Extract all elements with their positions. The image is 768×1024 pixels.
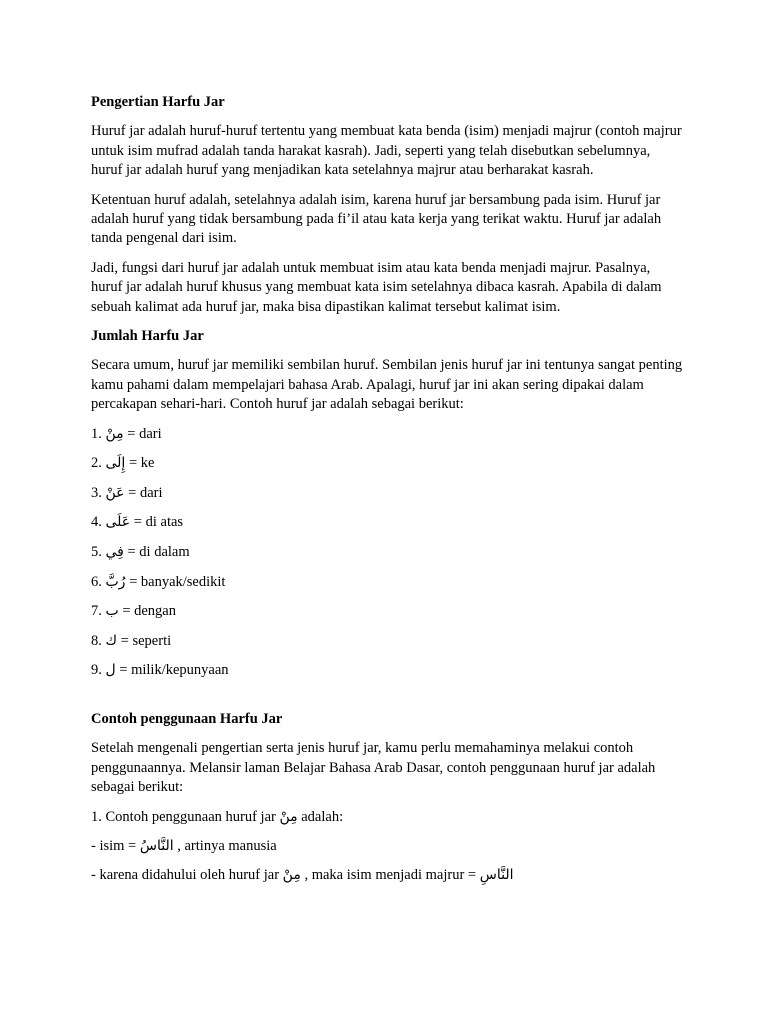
arabic-word: مِنْ (282, 867, 301, 884)
document-page (91, 93, 683, 896)
arabic-word: ب (105, 603, 119, 620)
arabic-word: عَنْ (105, 484, 125, 501)
list-item: 6. رُبَّ = banyak/sedikit (91, 573, 226, 590)
list-item: 2. إِلَى = ke (91, 455, 155, 472)
arabic-word: فِي (105, 544, 124, 561)
paragraph-pengertian-2: Ketentuan huruf adalah, setelahnya adalah isim, karena huruf jar bersambung pada isim. Huruf jar adalah huruf yang tidak bersambung pada fi’il atau kata kerja yang terikat waktu. Huruf jar adalah tanda pengenal dari isim. (91, 191, 662, 247)
list-item: 8. ك = seperti (91, 632, 172, 649)
list-item: 1. مِنْ = dari (91, 425, 162, 442)
arabic-word: مِنْ (105, 425, 124, 442)
example-line-1: 1. Contoh penggunaan huruf jar مِنْ adalah: (91, 808, 344, 825)
arabic-word: ل (105, 662, 116, 679)
arabic-word: رُبَّ (105, 573, 126, 590)
paragraph-contoh-1: Setelah mengenali pengertian serta jenis huruf jar, kamu perlu memahaminya melakui contoh penggunaannya. Melansir laman Belajar Bahasa Arab Dasar, contoh penggunaan huruf jar adalah sebagai berikut: (91, 740, 656, 796)
example-line-2: - isim = النَّاسُ , artinya manusia (91, 838, 277, 855)
paragraph-pengertian-1: Huruf jar adalah huruf-huruf tertentu yang membuat kata benda (isim) menjadi majrur (contoh majrur untuk isim mufrad adalah tanda harakat kasrah). Jadi, seperti yang telah disebutkan sebelumnya, huruf jar adalah huruf yang menjadikan kata setelahnya majrur atau berharakat kasrah. (91, 123, 682, 179)
list-item: 5. فِي = di dalam (91, 544, 190, 561)
spacer (91, 691, 683, 710)
list-item: 7. ب = dengan (91, 603, 176, 620)
section-heading-jumlah: Jumlah Harfu Jar (91, 328, 204, 345)
arabic-word: مِنْ (279, 808, 298, 825)
paragraph-jumlah-1: Secara umum, huruf jar memiliki sembilan huruf. Sembilan jenis huruf jar ini tentunya sangat penting kamu pahami dalam mempelajari bahasa Arab. Apalagi, huruf jar ini akan sering dipakai dalam percakapan sehari-hari. Contoh huruf jar adalah sebagai berikut: (91, 357, 683, 413)
arabic-word: النَّاسُ (139, 838, 174, 855)
list-item: 3. عَنْ = dari (91, 484, 163, 501)
huruf-jar-list (91, 425, 683, 681)
arabic-word: عَلَى (105, 514, 131, 531)
section-heading-pengertian: Pengertian Harfu Jar (91, 94, 225, 110)
arabic-word: ك (105, 632, 118, 649)
arabic-word: النَّاسِ (479, 867, 514, 884)
list-item: 4. عَلَى = di atas (91, 514, 184, 531)
section-heading-contoh: Contoh penggunaan Harfu Jar (91, 711, 283, 728)
arabic-word: إِلَى (105, 455, 126, 472)
example-line-3: - karena didahului oleh huruf jar مِنْ , maka isim menjadi majrur = النَّاسِ (91, 867, 514, 884)
list-item: 9. ل = milik/kepunyaan (91, 662, 229, 679)
paragraph-pengertian-3: Jadi, fungsi dari huruf jar adalah untuk membuat isim atau kata benda menjadi majrur. Pasalnya, huruf jar adalah huruf khusus yang membuat kata isim setelahnya dibaca kasrah. Apabila di dalam sebuah kalimat ada huruf jar, maka bisa dipastikan kalimat tersebut kalimat isim. (91, 259, 662, 315)
